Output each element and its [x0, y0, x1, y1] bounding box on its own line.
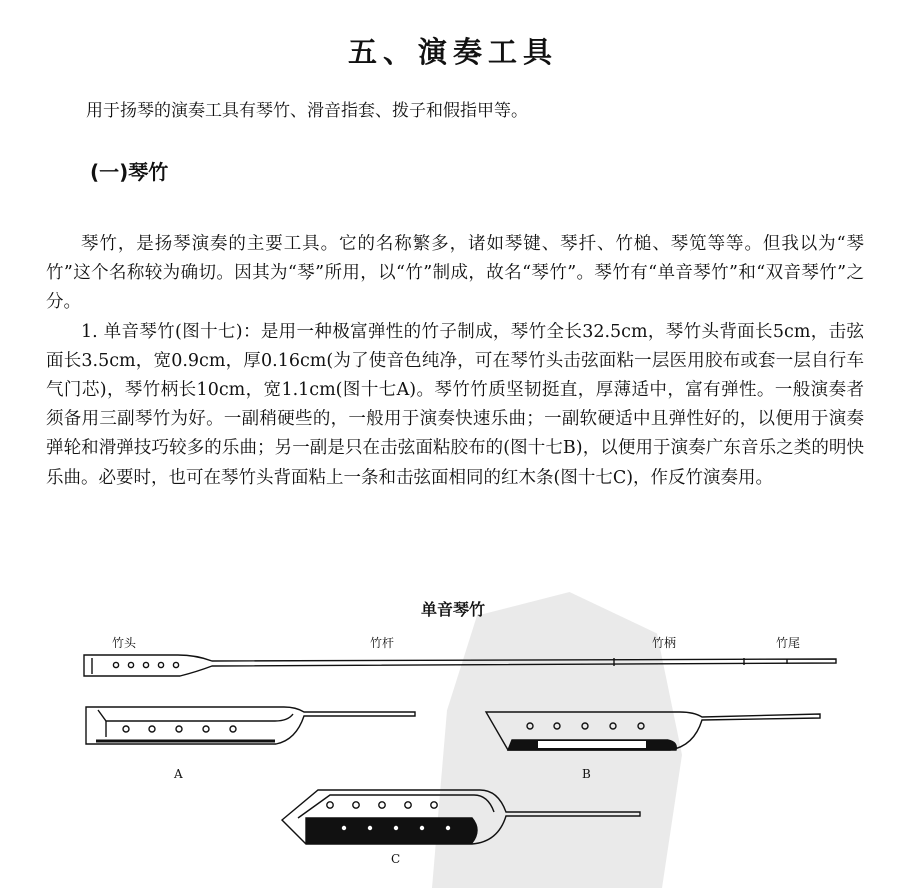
figure-letter-c: C [391, 852, 401, 866]
figure-letter-b: B [582, 767, 591, 781]
intro-text: 用于扬琴的演奏工具有琴竹、滑音指套、拨子和假指甲等。 [86, 101, 528, 121]
paragraph: 琴竹，是扬琴演奏的主要工具。它的名称繁多，诸如琴键、琴扦、竹槌、琴笕等等。但我以为“琴竹”这个名称较为确切。因其为“琴”所用，以“竹”制成，故名“琴竹”。琴竹有“单音琴竹”和“双音琴竹”之分。 [46, 234, 864, 313]
label-handle: 竹柄 [652, 636, 677, 650]
paragraph: 1. 单音琴竹(图十七)：是用一种极富弹性的竹子制成，琴竹全长32.5cm，琴竹头背面长5cm，击弦面长3.5cm，宽0.9cm，厚0.16cm(为了使音色纯净，可在琴竹头击弦面粘一层医用胶布或套一层自行车气门芯)，琴竹柄长10cm，宽1.1cm(图十七A)。琴竹竹质坚韧挺直，厚薄适中，富有弹性。一般演奏者须备用三副琴竹为好。一副稍硬些的，一般用于演奏快速乐曲；一副软硬适中且弹性好的，以便用于演奏弹轮和滑弹技巧较多的乐曲；另一副是只在击弦面粘胶布的(图十七B)，以便用于演奏广东音乐之类的明快乐曲。必要时，也可在琴竹头背面粘上一条和击弦面相同的红木条(图十七C)，作反竹演奏用。 [46, 321, 864, 488]
figure-letter-a: A [174, 767, 183, 781]
stick-c-illustration [282, 790, 640, 844]
stick-b-illustration [486, 712, 820, 750]
figure-title: 单音琴竹 [420, 600, 485, 619]
section-heading: (一)琴竹 [90, 160, 169, 184]
page-title: 五、演奏工具 [347, 35, 558, 69]
label-tail: 竹尾 [776, 636, 801, 650]
label-shaft: 竹杆 [370, 636, 395, 650]
stick-full-illustration [84, 655, 836, 676]
label-head: 竹头 [112, 636, 137, 650]
stick-a-illustration [86, 707, 415, 744]
